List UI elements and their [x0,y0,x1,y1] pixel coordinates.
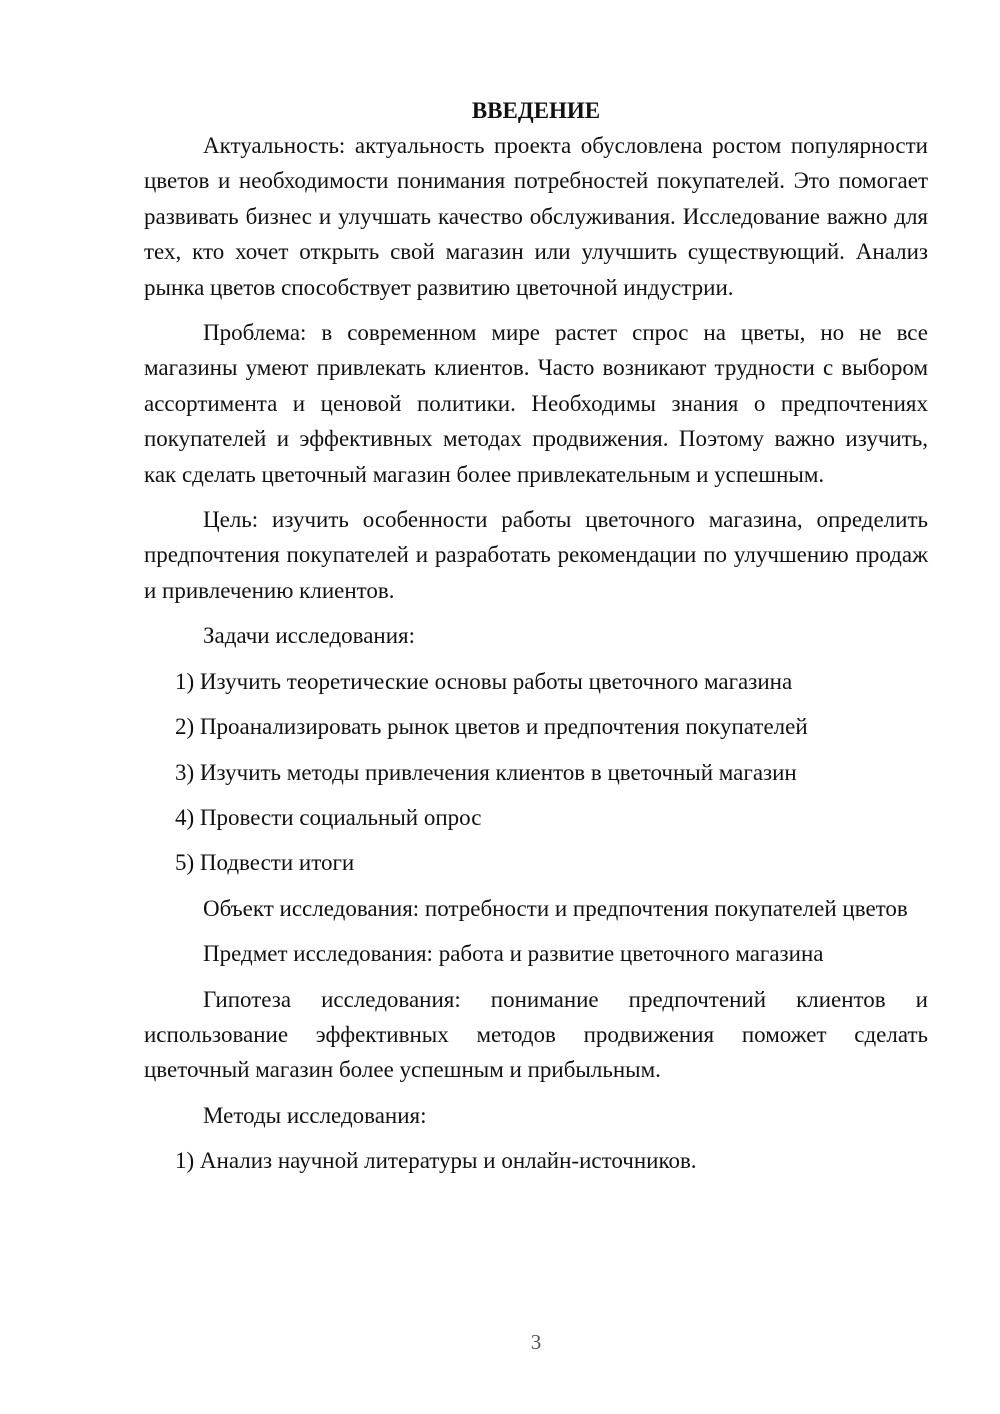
section-title: ВВЕДЕНИЕ [471,98,601,123]
methods-heading: Методы исследования: [203,1102,427,1128]
tasks-list [144,664,928,881]
object-paragraph: Объект исследования: потребности и предпочтения покупателей цветов [203,895,908,921]
list-item: 1) Изучить теоретические основы работы цветочного магазина [175,668,793,694]
list-item: 3) Изучить методы привлечения клиентов в цветочный магазин [175,759,797,785]
relevance-paragraph: Актуальность: актуальность проекта обусловлена ростом популярности цветов и необходимости понимания потребностей покупателей. Это помогает развивать бизнес и улучшать качество обслуживания. Исследование важно для тех, кто хочет открыть свой магазин или улучшить существующий. Анализ рынка цветов способствует развитию цветочной индустрии. [144,133,928,300]
subject-paragraph: Предмет исследования: работа и развитие цветочного магазина [203,941,824,967]
page-number: 3 [530,1330,542,1354]
tasks-heading: Задачи исследования: [203,623,416,649]
list-item: 5) Подвести итоги [175,850,355,876]
hypothesis-paragraph: Гипотеза исследования: понимание предпочтений клиентов и использование эффективных методов продвижения поможет сделать цветочный магазин более успешным и прибыльным. [144,986,928,1083]
problem-paragraph: Проблема: в современном мире растет спрос на цветы, но не все магазины умеют привлекать клиентов. Часто возникают трудности с выбором ассортимента и ценовой политики. Необходимы знания о предпочтениях покупателей и эффективных методах продвижения. Поэтому важно изучить, как сделать цветочный магазин более привлекательным и успешным. [144,320,928,487]
methods-list [144,1143,928,1178]
list-item: 2) Проанализировать рынок цветов и предпочтения покупателей [175,714,808,740]
list-item: 4) Провести социальный опрос [175,804,482,830]
list-item: 1) Анализ научной литературы и онлайн-источников. [175,1148,697,1174]
goal-paragraph: Цель: изучить особенности работы цветочного магазина, определить предпочтения покупателей и разработать рекомендации по улучшению продаж и привлечению клиентов. [144,507,928,603]
page-content [144,94,928,1189]
